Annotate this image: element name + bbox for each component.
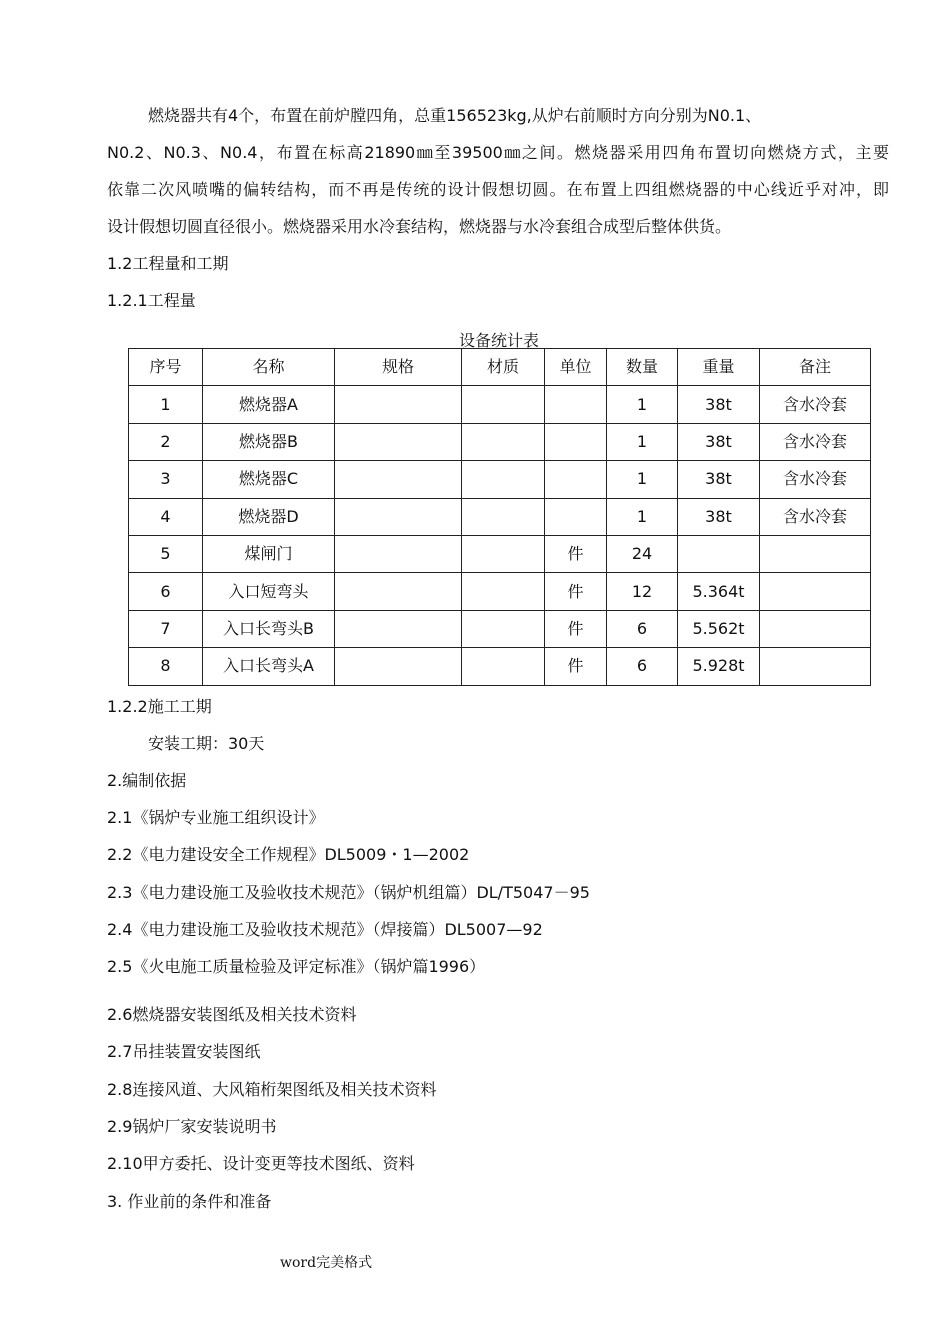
table-cell: 5.928t (678, 648, 760, 685)
table-cell (545, 423, 607, 460)
table-cell: 5 (129, 535, 203, 572)
header-cell: 名称 (203, 349, 335, 386)
table-cell (760, 610, 871, 647)
basis-item: 2.7吊挂装置安装图纸 (107, 1042, 261, 1061)
section-heading-3: 3. 作业前的条件和准备 (107, 1192, 272, 1211)
table-cell: 含水冷套 (760, 498, 871, 535)
table-cell: 1 (607, 386, 678, 423)
basis-item: 2.1《锅炉专业施工组织设计》 (107, 808, 325, 827)
table-cell: 入口长弯头A (203, 648, 335, 685)
table-cell: 件 (545, 648, 607, 685)
basis-item: 2.6燃烧器安装图纸及相关技术资料 (107, 1005, 357, 1024)
table-row (129, 386, 871, 423)
table-cell: 燃烧器C (203, 461, 335, 498)
table-cell (462, 648, 545, 685)
table-cell: 件 (545, 573, 607, 610)
table-row (129, 461, 871, 498)
table-cell: 含水冷套 (760, 386, 871, 423)
table-cell (462, 423, 545, 460)
table-cell (462, 610, 545, 647)
table-cell (760, 535, 871, 572)
basis-item: 2.9锅炉厂家安装说明书 (107, 1117, 277, 1136)
table-cell: 24 (607, 535, 678, 572)
table-cell (760, 573, 871, 610)
table-title: 设备统计表 (458, 331, 539, 350)
table-row (129, 423, 871, 460)
intro-line: 燃烧器共有4个，布置在前炉膛四角，总重156523kg,从炉右前顺时方向分别为N0.1、 (148, 106, 762, 125)
table-cell: 6 (607, 610, 678, 647)
table-cell (335, 386, 462, 423)
table-cell: 12 (607, 573, 678, 610)
table-cell: 8 (129, 648, 203, 685)
header-cell: 规格 (335, 349, 462, 386)
table-cell: 38t (678, 386, 760, 423)
table-cell (462, 386, 545, 423)
intro-line: 依靠二次风喷嘴的偏转结构，而不再是传统的设计假想切圆。在布置上四组燃烧器的中心线近乎对冲，即 (107, 180, 889, 199)
table-cell: 件 (545, 610, 607, 647)
basis-item: 2.3《电力建设施工及验收技术规范》（锅炉机组篇）DL/T5047－95 (107, 883, 590, 902)
table-cell: 1 (129, 386, 203, 423)
table-cell: 燃烧器B (203, 423, 335, 460)
table-cell (335, 461, 462, 498)
table-cell: 件 (545, 535, 607, 572)
table-cell: 入口短弯头 (203, 573, 335, 610)
header-cell: 序号 (129, 349, 203, 386)
intro-line: 设计假想切圆直径很小。燃烧器采用水冷套结构，燃烧器与水冷套组合成型后整体供货。 (107, 217, 732, 236)
table-cell: 入口长弯头B (203, 610, 335, 647)
header-cell: 材质 (462, 349, 545, 386)
table-row (129, 573, 871, 610)
install-period: 安装工期：30天 (148, 734, 265, 753)
table-cell (335, 535, 462, 572)
basis-item: 2.2《电力建设安全工作规程》DL5009・1—2002 (107, 845, 470, 864)
section-heading-1-2-1: 1.2.1工程量 (107, 291, 196, 310)
basis-item: 2.10甲方委托、设计变更等技术图纸、资料 (107, 1154, 415, 1173)
section-heading-1-2-2: 1.2.2施工工期 (107, 697, 212, 716)
table-cell: 38t (678, 423, 760, 460)
table-row (129, 498, 871, 535)
table-cell (462, 498, 545, 535)
table-row (129, 535, 871, 572)
section-heading-2: 2.编制依据 (107, 771, 187, 790)
table-cell: 1 (607, 423, 678, 460)
table-cell: 燃烧器D (203, 498, 335, 535)
table-header-row (129, 349, 871, 386)
table-cell: 5.364t (678, 573, 760, 610)
table-cell: 7 (129, 610, 203, 647)
table-cell: 含水冷套 (760, 461, 871, 498)
table-cell (545, 498, 607, 535)
table-cell: 2 (129, 423, 203, 460)
table-cell (462, 573, 545, 610)
header-cell: 重量 (678, 349, 760, 386)
intro-line: N0.2、N0.3、N0.4，布置在标高21890㎜至39500㎜之间。燃烧器采用四角布置切向燃烧方式，主要 (107, 143, 889, 162)
table-cell (335, 648, 462, 685)
table-cell (335, 498, 462, 535)
basis-item: 2.5《火电施工质量检验及评定标准》（锅炉篇1996） (107, 957, 486, 976)
table-cell (545, 386, 607, 423)
table-cell: 含水冷套 (760, 423, 871, 460)
table-cell (462, 461, 545, 498)
table-cell (335, 423, 462, 460)
table-cell: 煤闸门 (203, 535, 335, 572)
table-cell: 38t (678, 461, 760, 498)
table-cell (760, 648, 871, 685)
table-cell (335, 610, 462, 647)
table-row (129, 648, 871, 685)
basis-item: 2.4《电力建设施工及验收技术规范》（焊接篇）DL5007—92 (107, 920, 543, 939)
table-cell: 1 (607, 498, 678, 535)
table-cell: 3 (129, 461, 203, 498)
table-cell: 5.562t (678, 610, 760, 647)
basis-item: 2.8连接风道、大风箱桁架图纸及相关技术资料 (107, 1080, 437, 1099)
table-cell: 38t (678, 498, 760, 535)
table-cell: 6 (607, 648, 678, 685)
header-cell: 单位 (545, 349, 607, 386)
table-cell (462, 535, 545, 572)
table-cell (678, 535, 760, 572)
table-row (129, 610, 871, 647)
table-cell (335, 573, 462, 610)
table-cell: 燃烧器A (203, 386, 335, 423)
table-cell (545, 461, 607, 498)
table-cell: 1 (607, 461, 678, 498)
header-cell: 备注 (760, 349, 871, 386)
table-cell: 6 (129, 573, 203, 610)
page-footer: word完美格式 (280, 1255, 373, 1271)
header-cell: 数量 (607, 349, 678, 386)
equipment-table (128, 348, 871, 686)
section-heading-1-2: 1.2工程量和工期 (107, 254, 229, 273)
table-cell: 4 (129, 498, 203, 535)
